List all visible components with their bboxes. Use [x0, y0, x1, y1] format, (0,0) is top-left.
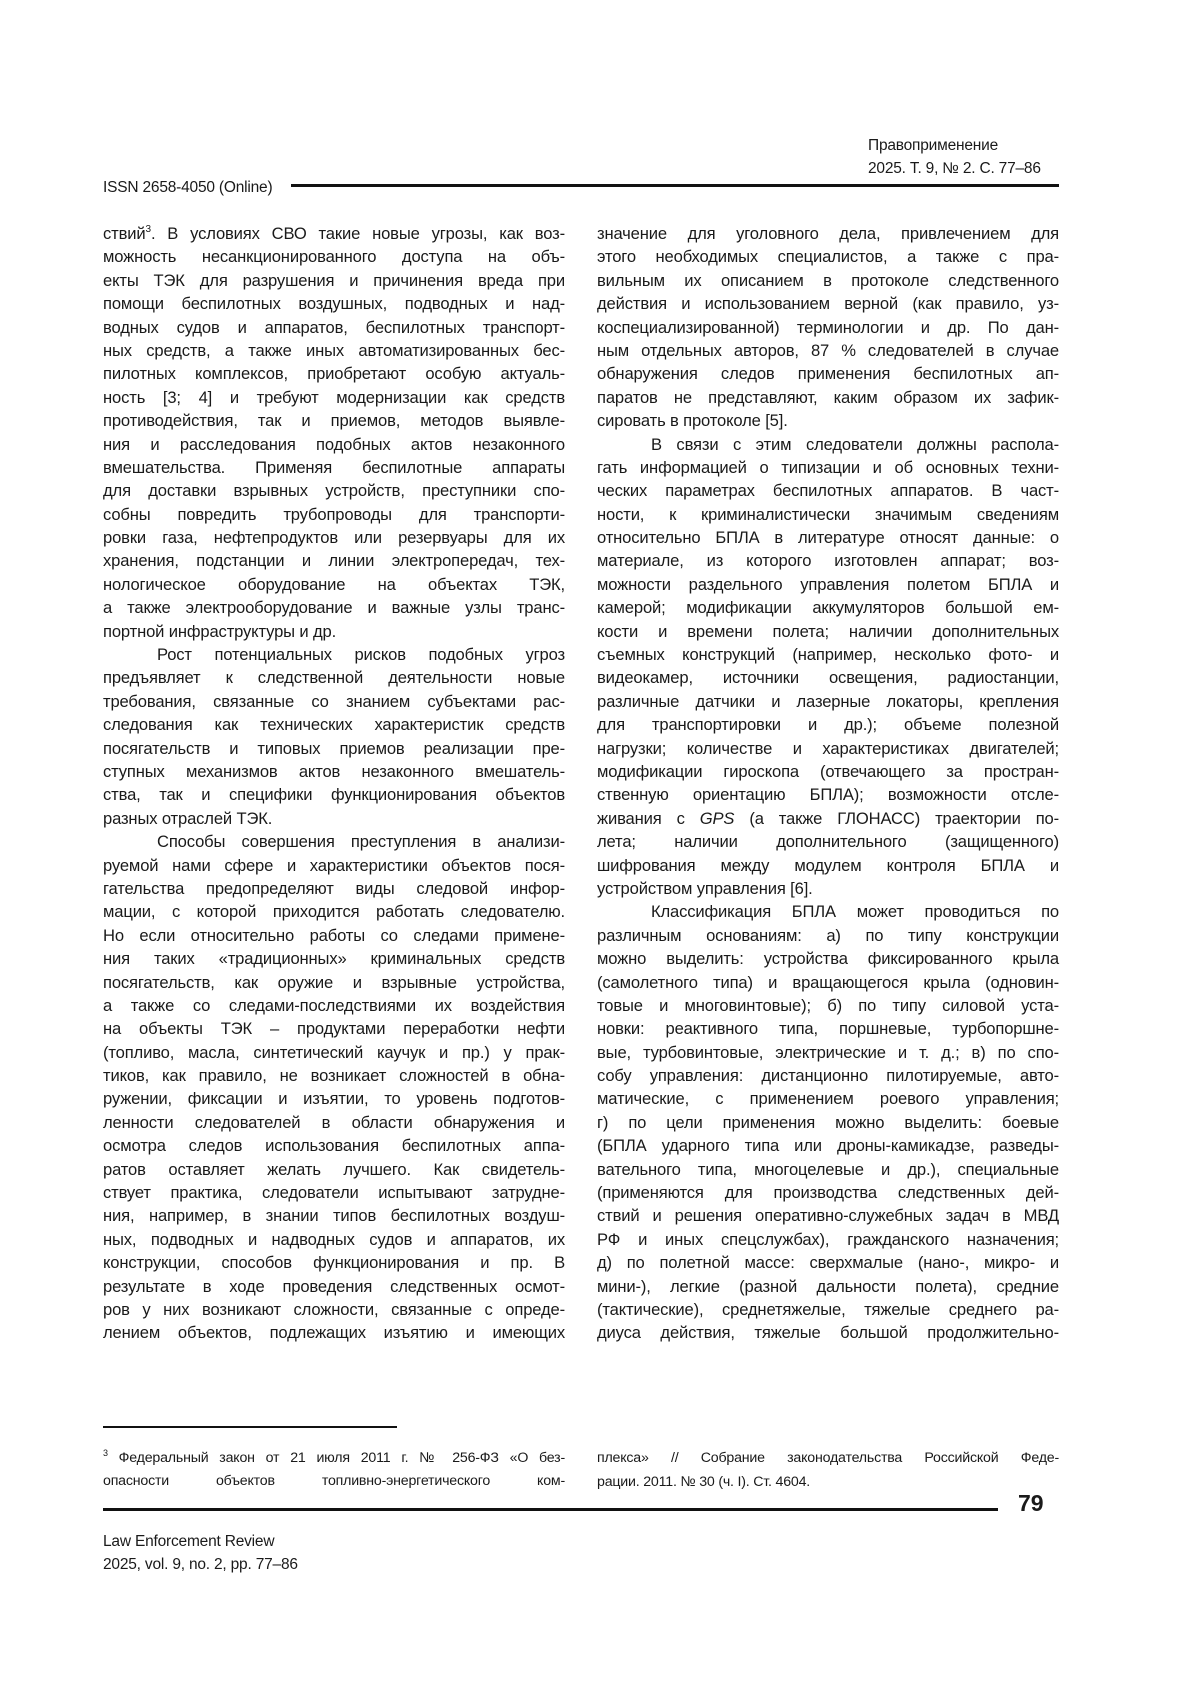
text-line: а также электрооборудование и важные узлы транс- — [103, 598, 565, 618]
text-line: этого необходимых специалистов, а также с пра- — [597, 247, 1059, 267]
text-line: кости и времени полета; наличии дополнительных — [597, 621, 1059, 641]
text-line: гательства предопределяют виды следовой инфор- — [103, 878, 565, 898]
text-line: конструкции, способов функционирования и пр. В — [103, 1253, 565, 1273]
text-line: ческих параметрах беспилотных аппаратов. В част- — [597, 481, 1059, 501]
text-line: нагрузки; количестве и характеристиках двигателей; — [597, 738, 1059, 758]
paragraph-start: Классификация БПЛА может проводиться по — [651, 902, 1059, 922]
text-line: материале, из которого изготовлен аппарат; воз- — [597, 551, 1059, 571]
text-line: ства, так и специфики функционирования объектов — [103, 785, 565, 805]
text-line: для доставки взрывных устройств, преступники спо- — [103, 481, 565, 501]
text-line: ствий и решения оперативно-служебных задач в МВД — [597, 1206, 1059, 1226]
paragraph-start: Способы совершения преступления в анализи- — [157, 832, 565, 852]
text-line: вательного типа, многоцелевые и др.), специальные — [597, 1159, 1059, 1179]
footnote-right — [597, 1446, 1059, 1494]
text-line: (БПЛА ударного типа или дроны-камикадзе, разведы- — [597, 1136, 1059, 1156]
text-line: вильным их описанием в протоколе следственного — [597, 270, 1059, 290]
journal-title-ru: Правоприменение — [868, 137, 999, 154]
text-line: вые, турбовинтовые, электрические и т. д.; в) по спо- — [597, 1042, 1059, 1062]
text-line: осмотра следов использования беспилотных аппа- — [103, 1136, 565, 1156]
text-column-left — [103, 222, 565, 1345]
text-line: результате в ходе проведения следственных осмот- — [103, 1276, 565, 1296]
text-line: диуса действия, тяжелые большой продолжительно- — [597, 1323, 1059, 1343]
text-line: мации, с которой приходится работать следователю. — [103, 902, 565, 922]
text-line: для транспортировки и др.); объеме полезной — [597, 715, 1059, 735]
text-line: на объекты ТЭК – продуктами переработки нефти — [103, 1019, 565, 1039]
issn-label: ISSN 2658-4050 (Online) — [103, 179, 273, 196]
text-line: обнаружения следов применения беспилотных ап- — [597, 364, 1059, 384]
text-line: разных отраслей ТЭК. — [103, 808, 273, 828]
text-line: съемных конструкций (например, несколько фото- и — [597, 645, 1059, 665]
text-line: собу управления: дистанционно пилотируемые, авто- — [597, 1066, 1059, 1086]
text-line: вмешательства. Применяя беспилотные аппараты — [103, 457, 565, 477]
footnote-left — [103, 1446, 565, 1493]
footnote-line: плекса» // Собрание законодательства Российской Феде- — [597, 1450, 1059, 1466]
text-line: посягательств, как оружие и взрывные устройства, — [103, 972, 565, 992]
text-line: мини-), легкие (разной дальности полета), средние — [597, 1276, 1059, 1296]
footnote-line: $^3$ Федеральный закон от 21 июля 2011 г. № 256-ФЗ «О без- — [103, 1448, 565, 1466]
text-column-right — [597, 222, 1059, 1345]
text-line: шифрования между модулем контроля БПЛА и — [597, 855, 1059, 875]
text-line: ность [3; 4] и требуют модернизации как средств — [103, 387, 565, 407]
text-line: посягательств и типовых приемов реализации пре- — [103, 738, 565, 758]
text-line: портной инфраструктуры и др. — [103, 621, 337, 641]
text-line: ных средств, а также иных автоматизированных бес- — [103, 340, 565, 360]
running-footer — [103, 1530, 298, 1576]
text-line: гать информацией о типизации и об основных техни- — [597, 457, 1059, 477]
text-line: ности, к криминалистически значимым сведениям — [597, 504, 1059, 524]
header-rule — [291, 184, 1059, 187]
text-line: хранения, подстанции и линии электропередач, тех- — [103, 551, 565, 571]
footnote-line: опасности объектов топливно-энергетического ком- — [103, 1473, 565, 1490]
text-line: д) по полетной массе: сверхмалые (нано-, микро- и — [597, 1253, 1059, 1273]
text-line: Но если относительно работы со следами примене- — [103, 925, 565, 945]
text-line: ния и расследования подобных актов незаконного — [103, 434, 565, 454]
text-line: тиков, как правило, не возникает сложностей в обна- — [103, 1066, 565, 1086]
text-line: а также со следами-последствиями их воздействия — [103, 995, 565, 1015]
footnote-marker: 3 — [103, 1448, 108, 1458]
text-line: екты ТЭК для разрушения и причинения вреда при — [103, 270, 565, 290]
text-line: новки: реактивного типа, поршневые, турбопоршне- — [597, 1019, 1059, 1039]
page-number: 79 — [1018, 1490, 1044, 1516]
text-line: ратов оставляет желать лучшего. Как свидетель- — [103, 1159, 565, 1179]
text-line: ров у них возникают сложности, связанные с опреде- — [103, 1299, 565, 1319]
citation-ru: 2025. Т. 9, № 2. С. 77–86 — [868, 160, 1041, 177]
text-line: живания с GPS (а также ГЛОНАСС) траектории по- — [597, 808, 1059, 828]
text-line: г) по цели применения можно выделить: боевые — [597, 1112, 1059, 1132]
text-line: различные датчики и лазерные локаторы, крепления — [597, 691, 1059, 711]
text-line: видеокамер, источники освещения, радиостанции, — [597, 668, 1059, 688]
running-header-right — [868, 134, 1041, 180]
text-line: пилотных комплексов, приобретают особую актуаль- — [103, 364, 565, 384]
text-line: (применяются для производства следственных дей- — [597, 1183, 1059, 1203]
text-line: противодействия, так и приемов, методов выявле- — [103, 411, 565, 431]
text-line: ровки газа, нефтепродуктов или резервуары для их — [103, 528, 565, 548]
text-line: ных, подводных и надводных судов и аппаратов, их — [103, 1229, 565, 1249]
text-line: устройством управления [6]. — [597, 878, 813, 898]
gps-term: GPS — [699, 808, 735, 828]
paragraph-start: Рост потенциальных рисков подобных угроз — [157, 645, 565, 665]
text-line: ственную ориентацию БПЛА); возможности отсле- — [597, 785, 1059, 805]
text-line: лением объектов, подлежащих изъятию и имеющих — [103, 1323, 565, 1343]
text-line: предъявляет к следственной деятельности новые — [103, 668, 565, 688]
footnote-rule — [103, 1426, 397, 1428]
text-line: лета; наличии дополнительного (защищенного) — [597, 832, 1059, 852]
text-line: ружении, фиксации и изъятии, то уровень подготов- — [103, 1089, 565, 1109]
text-line: можности раздельного управления полетом БПЛА и — [597, 574, 1059, 594]
text-line: ступных механизмов актов незаконного вмешатель- — [103, 761, 565, 781]
text-line: действия и использованием верной (как правило, уз- — [597, 294, 1059, 314]
text-line: модификации гироскопа (отвечающего за простран- — [597, 761, 1059, 781]
text-line: (топливо, масла, синтетический каучук и пр.) у прак- — [103, 1042, 565, 1062]
text-line: (тактические), среднетяжелые, тяжелые среднего ра- — [597, 1299, 1059, 1319]
text-line: паратов не представляют, каким образом их зафик- — [597, 387, 1059, 407]
footnote-line: рации. 2011. № 30 (ч. I). Ст. 4604. — [597, 1474, 811, 1490]
text-line: водных судов и аппаратов, беспилотных транспорт- — [103, 317, 565, 337]
text-line: собны повредить трубопроводы для транспорти- — [103, 504, 565, 524]
text-line: ным отдельных авторов, 87 % следователей в случае — [597, 340, 1059, 360]
text-line: руемой нами сфере и характеристики объектов пося- — [103, 855, 565, 875]
paragraph-start: В связи с этим следователи должны распола- — [651, 434, 1059, 454]
text-line: можно выделить: устройства фиксированного крыла — [597, 949, 1059, 969]
footer-rule — [103, 1508, 998, 1511]
journal-title-en: Law Enforcement Review — [103, 1533, 275, 1550]
text-line: коспециализированной) терминологии и др. По дан- — [597, 317, 1059, 337]
text-line: РФ и иных спецслужбах), гражданского назначения; — [597, 1229, 1059, 1249]
text-line: значение для уголовного дела, привлечением для — [597, 224, 1059, 243]
text-line: относительно БПЛА в литературе относят данные: о — [597, 528, 1059, 548]
text-line: матические, с применением роевого управления; — [597, 1089, 1059, 1109]
text-line: можность несанкционированного доступа на объ- — [103, 247, 565, 267]
footnote-ref[interactable]: 3 — [145, 224, 151, 235]
text-line: ния, например, в знании типов беспилотных воздуш- — [103, 1206, 565, 1226]
text-line: различным основаниям: а) по типу конструкции — [597, 925, 1059, 945]
text-line: (самолетного типа) и вращающегося крыла (одновин- — [597, 972, 1059, 992]
text-line: нологическое оборудование на объектах ТЭК, — [103, 574, 565, 594]
text-line: сировать в протоколе [5]. — [597, 411, 788, 431]
text-line: ствий$^3$. В условиях СВО такие новые угрозы, как воз- — [103, 224, 565, 243]
citation-en: 2025, vol. 9, no. 2, pp. 77–86 — [103, 1556, 298, 1573]
text-line: ленности следователей в области обнаружения и — [103, 1112, 565, 1132]
text-line: требования, связанные со знанием субъектами рас- — [103, 691, 565, 711]
text-line: ния таких «традиционных» криминальных средств — [103, 949, 565, 969]
text-line: следования как технических характеристик средств — [103, 715, 565, 735]
text-line: камерой; модификации аккумуляторов большой ем- — [597, 598, 1059, 618]
text-line: помощи беспилотных воздушных, подводных и над- — [103, 294, 565, 314]
text-line: ствует практика, следователи испытывают затрудне- — [103, 1183, 565, 1203]
text-line: товые и многовинтовые); б) по типу силовой уста- — [597, 995, 1059, 1015]
